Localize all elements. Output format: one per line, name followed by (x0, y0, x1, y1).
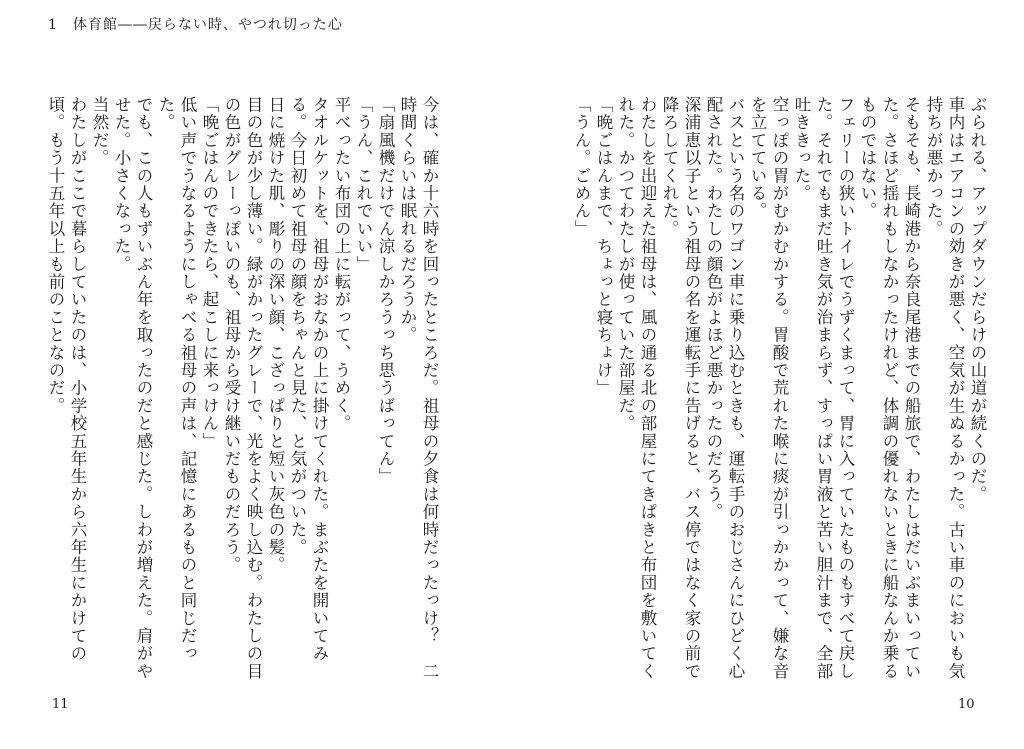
left-page-body: 今は、確か十六時を回ったところだ。祖母の夕食は何時だったっけ？ 二時間くらいは眠れるだろうか。 「扇風機だけでん涼しかろうっち思うばってん」 「うん、これでいい」 平べったい布団の上に転がって、うめく。 タオルケットを、祖母がおなかの上に掛けてくれた。まぶたを開いてみる。今日初めて祖母の顔をちゃんと見た、と気がついた。 日に焼けた肌、彫りの深い顔、こざっぱりと短い灰色の髪。 目の色が少し薄い。緑がかったグレーで、光をよく映し込む。わたしの目の色がグレーっぽいのも、祖母から受け継いだものだろう。 「晩ごはんのできたら、起こしに来っけん」 低い声でうなるようにしゃべる祖母の声は、記憶にあるものと同じだった。 でも、この人もずいぶん年を取ったのだと感じた。しわが増えた。肩がやせた。小さくなった。 当然だ。 わたしがここで暮らしていたのは、小学校五年生から六年生にかけての頃。もう十五年以上も前のことなのだ。 (46, 96, 439, 681)
right-page-body: ぶられる、アップダウンだらけの山道が続くのだ。 車内はエアコンの効きが悪く、空気が生ぬるかった。古い車のにおいも気持ちが悪かった。 そもそも、長崎港から奈良尾港までの船旅で、わたしはだいぶまいっていた。さほど揺れもしなかったけれど、体調の優れないときに船なんか乗るものではない。 フェリーの狭いトイレでうずくまって、胃に入っていたものもすべて戻した。それでもまだ吐き気が治まらず、すっぱい胃液と苦い胆汁まで、全部吐ききった。 空っぽの胃がむかむかする。胃酸で荒れた喉に痰が引っかかって、嫌な音を立てている。 バスという名のワゴン車に乗り込むときも、運転手のおじさんにひどく心配された。わたしの顔色がよほど悪かったのだろう。 深浦恵以子という祖母の名を運転手に告げると、バス停ではなく家の前で降ろしてくれた。 わたしを出迎えた祖母は、風の通る北の部屋にてきぱきと布団を敷いてくれた。かつてわたしが使っていた部屋だ。 「晩ごはんまで、ちょっと寝ちょけ」 「うん。ごめん」 (572, 96, 987, 681)
running-head: 1 体育館――戻らない時、やつれ切った心 (48, 17, 343, 33)
left-page (40, 96, 440, 686)
right-page (572, 96, 988, 686)
right-page-number: 10 (958, 697, 975, 712)
left-page-number: 11 (52, 697, 69, 712)
